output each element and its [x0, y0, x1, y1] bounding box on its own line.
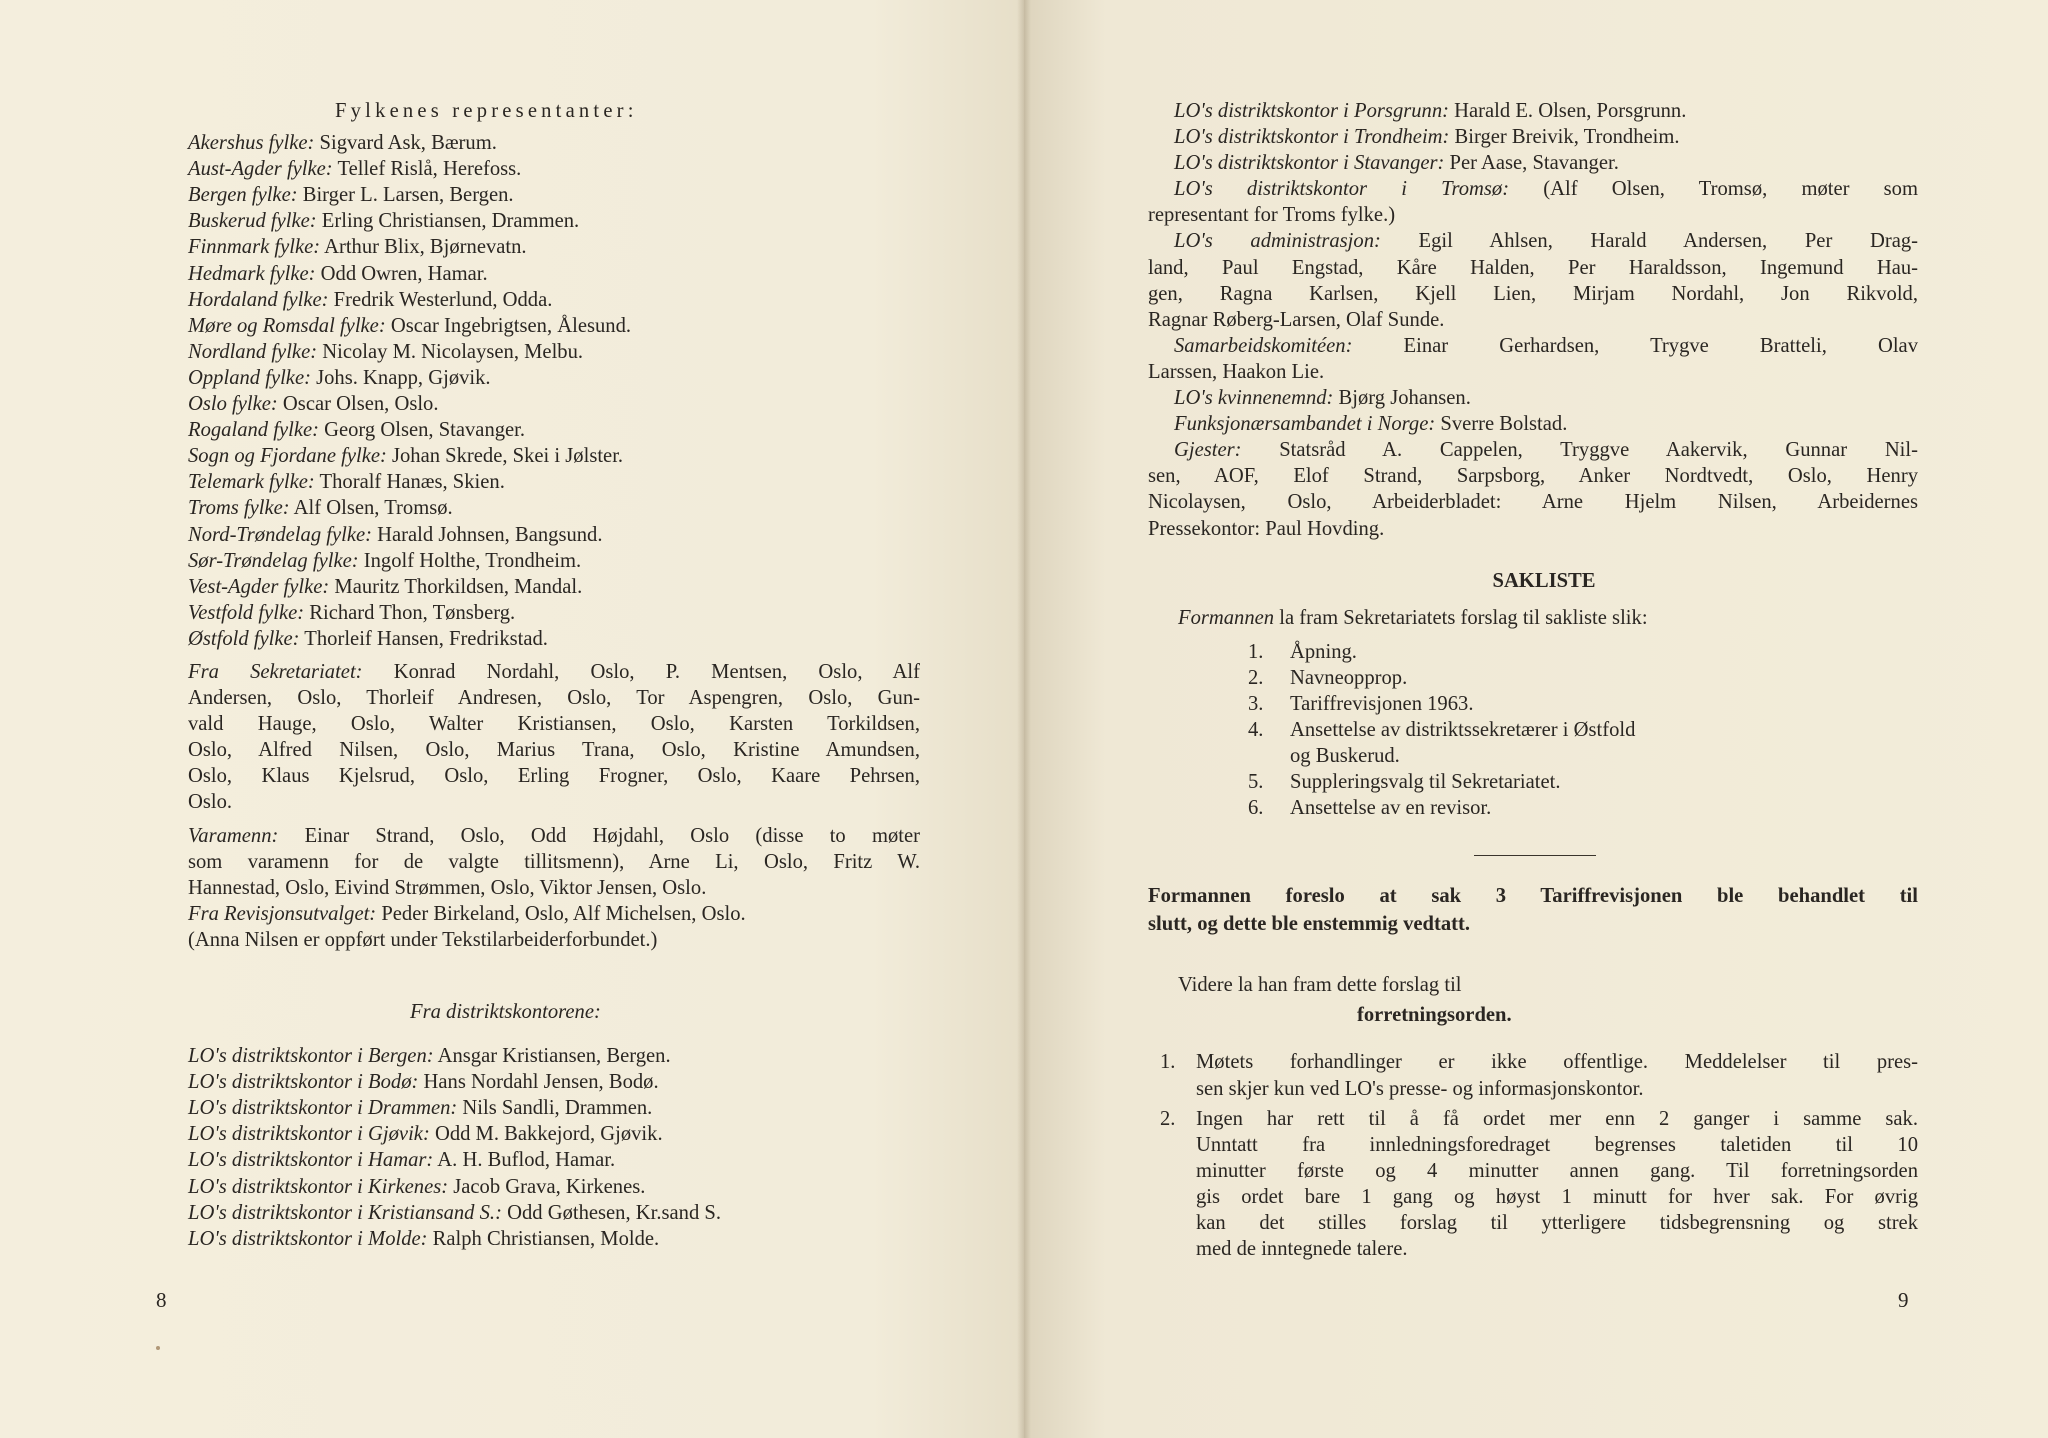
entry-label: Telemark fylke:	[188, 471, 315, 494]
para-label: LO's administrasjon:	[1174, 230, 1381, 253]
entry-line	[188, 287, 920, 313]
agenda-item	[1148, 769, 1918, 795]
entry-names: Johan Skrede, Skei i Jølster.	[386, 445, 624, 468]
entry-label: Vestfold fylke:	[188, 601, 305, 624]
kvinnenemnd-label: LO's kvinnenemnd:	[1174, 387, 1334, 410]
rule-number: 2.	[1160, 1107, 1176, 1130]
rule-line: minutter første og 4 minutter annen gang. Til forretningsorden	[1196, 1159, 1918, 1182]
agenda-text: Tariffrevisjonen 1963.	[1290, 692, 1474, 715]
entry-names: Thorleif Hansen, Fredrikstad.	[299, 627, 548, 650]
entry-names: Thoralf Hanæs, Skien.	[314, 471, 505, 494]
entry-names: Birger L. Larsen, Bergen.	[297, 184, 514, 207]
county-representatives-heading: Fylkenes representanter:	[335, 100, 638, 122]
para-line	[1148, 516, 1918, 542]
kvinnenemnd-names: Bjørg Johansen.	[1338, 387, 1471, 410]
para-label: Fra Sekretariatet:	[188, 660, 363, 683]
para-text: Egil Ahlsen, Harald Andersen, Per Drag-	[1380, 230, 1918, 253]
rule-line: sen skjer kun ved LO's presse- og informasjonskontor.	[1196, 1077, 1644, 1100]
decision-line: Formannen foreslo at sak 3 Tariffrevisjonen ble behandlet til	[1148, 885, 1918, 908]
entry-line	[1174, 98, 1918, 124]
entry-label: Hedmark fylke:	[188, 262, 316, 285]
entry-label: Hordaland fylke:	[188, 288, 329, 311]
rule-spacer	[1148, 1262, 1918, 1266]
entry-names: Johs. Knapp, Gjøvik.	[310, 366, 491, 389]
entry-names: Oscar Olsen, Oslo.	[277, 393, 439, 416]
entry-names: Richard Thon, Tønsberg.	[304, 601, 516, 624]
para-text: land, Paul Engstad, Kåre Halden, Per Haraldsson, Ingemund Hau-	[1148, 256, 1918, 279]
agenda-list	[1148, 639, 1918, 822]
sakliste-title: SAKLISTE	[1492, 569, 1596, 592]
entry-label: LO's distriktskontor i Hamar:	[188, 1149, 434, 1172]
para-line	[188, 763, 920, 789]
entry-line	[188, 574, 920, 600]
para-line	[188, 711, 920, 737]
rule-line: Unntatt fra innledningsforedraget begrenses taletiden til 10	[1196, 1133, 1918, 1156]
entry-names: Odd Owren, Hamar.	[315, 262, 488, 285]
entry-names: Alf Olsen, Tromsø.	[289, 497, 453, 520]
entry-line	[188, 600, 920, 626]
funksjonaer-names: Sverre Bolstad.	[1440, 413, 1568, 436]
district-office-list-left	[188, 1043, 920, 1252]
entry-label: Nordland fylke:	[188, 340, 318, 363]
para-line	[188, 789, 920, 815]
samarbeid-paragraph	[1148, 333, 1918, 385]
entry-line	[188, 443, 920, 469]
entry-line	[188, 156, 920, 182]
agenda-text: Åpning.	[1290, 640, 1357, 663]
rule-line: kan det stilles forslag til ytterligere tidsbegrensning og strek	[1196, 1212, 1918, 1234]
entry-names: Tellef Rislå, Herefoss.	[332, 158, 522, 181]
para-line	[1148, 463, 1918, 489]
para-text: Andersen, Oslo, Thorleif Andresen, Oslo, Tor Aspengren, Oslo, Gun-	[188, 687, 920, 710]
entry-line	[1174, 124, 1918, 150]
entry-names: Ingolf Holthe, Trondheim.	[358, 549, 582, 572]
entry-line	[188, 469, 920, 495]
entry-label: LO's distriktskontor i Bodø:	[188, 1071, 419, 1094]
entry-label: LO's distriktskontor i Kirkenes:	[188, 1175, 449, 1198]
para-text: Pressekontor: Paul Hovding.	[1148, 517, 1385, 540]
agenda-text: Ansettelse av distriktssekretærer i Østfold	[1290, 718, 1636, 741]
forretningsorden-title: forretningsorden.	[1357, 1004, 1512, 1027]
page-number-right: 9	[1898, 1288, 1909, 1312]
para-line	[188, 849, 920, 875]
funksjonaer-line	[1148, 411, 1918, 437]
entry-label: Vest-Agder fylke:	[188, 575, 330, 598]
entry-label: LO's distriktskontor i Porsgrunn:	[1174, 100, 1450, 122]
entry-label: LO's distriktskontor i Molde:	[188, 1227, 428, 1250]
entry-label: Finnmark fylke:	[188, 236, 321, 259]
entry-line	[188, 130, 920, 156]
entry-line	[188, 1069, 920, 1095]
para-text: vald Hauge, Oslo, Walter Kristiansen, Oslo, Karsten Torkildsen,	[188, 713, 920, 736]
para-line	[188, 659, 920, 685]
para-line	[1148, 333, 1918, 359]
entry-names: Odd Gøthesen, Kr.sand S.	[501, 1201, 722, 1224]
book-gutter	[1017, 0, 1031, 1438]
entry-names: Per Aase, Stavanger.	[1444, 152, 1619, 175]
entry-label: LO's distriktskontor i Stavanger:	[1174, 152, 1445, 175]
para-text: som varamenn for de valgte tillitsmenn), Arne Li, Oslo, Fritz W.	[188, 850, 920, 873]
para-text: Nicolaysen, Oslo, Arbeiderbladet: Arne Hjelm Nilsen, Arbeidernes	[1148, 491, 1918, 514]
para-label: Varamenn:	[188, 824, 279, 847]
para-line	[1148, 307, 1918, 333]
para-label: Gjester:	[1174, 439, 1242, 462]
entry-label: Østfold fylke:	[188, 627, 300, 650]
entry-label: Akershus fylke:	[188, 132, 315, 155]
sakliste-intro	[1148, 605, 1918, 631]
decision-paragraph	[1148, 882, 1918, 938]
entry-names: Georg Olsen, Stavanger.	[318, 419, 526, 442]
para-line	[1148, 489, 1918, 515]
entry-line	[188, 548, 920, 574]
sekretariatet-paragraph	[188, 659, 920, 816]
para-text: Statsråd A. Cappelen, Tryggve Aakervik, Gunnar Nil-	[1241, 439, 1918, 462]
para-line	[1148, 281, 1918, 307]
entry-line	[188, 1043, 920, 1069]
para-text: Hannestad, Oslo, Eivind Strømmen, Oslo, Viktor Jensen, Oslo.	[188, 876, 707, 899]
entry-line	[188, 182, 920, 208]
entry-label: Sogn og Fjordane fylke:	[188, 445, 387, 468]
entry-names: Nils Sandli, Drammen.	[457, 1097, 653, 1120]
entry-label: Aust-Agder fylke:	[188, 158, 333, 181]
para-text: (Alf Olsen, Tromsø, møter som	[1509, 178, 1918, 201]
sakliste-intro-text: la fram Sekretariatets forslag til sakliste slik:	[1274, 606, 1648, 629]
agenda-text: og Buskerud.	[1290, 745, 1400, 768]
entry-names: Sigvard Ask, Bærum.	[314, 132, 497, 155]
entry-label: Sør-Trøndelag fylke:	[188, 549, 359, 572]
district-offices-heading: Fra distriktskontorene:	[410, 1001, 601, 1023]
agenda-number: 2.	[1248, 666, 1264, 689]
rule-line: Møtets forhandlinger er ikke offentlige. Meddelelser til pres-	[1196, 1051, 1918, 1074]
entry-line	[188, 1226, 920, 1252]
para-line	[188, 823, 920, 849]
varamenn-paragraph	[188, 823, 920, 901]
decision-line: slutt, og dette ble enstemmig vedtatt.	[1148, 913, 1470, 936]
entry-line	[188, 495, 920, 521]
para-text: Peder Birkeland, Oslo, Alf Michelsen, Oslo.	[376, 902, 746, 925]
para-line	[188, 875, 920, 901]
entry-names: Harald E. Olsen, Porsgrunn.	[1449, 100, 1687, 122]
entry-line	[188, 391, 920, 417]
para-line	[188, 927, 920, 953]
entry-names: Odd M. Bakkejord, Gjøvik.	[429, 1123, 663, 1146]
entry-label: Bergen fylke:	[188, 184, 298, 207]
entry-names: Harald Johnsen, Bangsund.	[372, 523, 603, 546]
rule-item	[1148, 1106, 1918, 1263]
entry-names: Ansgar Kristiansen, Bergen.	[433, 1045, 671, 1068]
entry-names: Nicolay M. Nicolaysen, Melbu.	[317, 340, 584, 363]
entry-label: LO's distriktskontor i Trondheim:	[1174, 126, 1450, 149]
entry-line	[188, 1147, 920, 1173]
entry-line	[188, 626, 920, 652]
county-list	[188, 130, 920, 652]
paper-speck	[156, 1346, 160, 1350]
entry-names: Fredrik Westerlund, Odda.	[328, 288, 553, 311]
entry-line	[1174, 150, 1918, 176]
sakliste-intro-label: Formannen	[1178, 606, 1275, 629]
agenda-text: Suppleringsvalg til Sekretariatet.	[1290, 771, 1561, 794]
para-text: Einar Strand, Oslo, Odd Højdahl, Oslo (disse to møter	[278, 824, 920, 847]
rules-list	[1148, 1049, 1918, 1266]
para-text: gen, Ragna Karlsen, Kjell Lien, Mirjam Nordahl, Jon Rikvold,	[1148, 282, 1918, 305]
para-line	[1148, 359, 1918, 385]
entry-label: Møre og Romsdal fylke:	[188, 314, 386, 337]
kvinnenemnd-line	[1148, 385, 1918, 411]
para-text: Einar Gerhardsen, Trygve Bratteli, Olav	[1352, 334, 1918, 357]
right-page	[1024, 0, 2048, 1438]
agenda-number: 1.	[1248, 640, 1264, 663]
para-label: Fra Revisjonsutvalget:	[188, 902, 377, 925]
entry-names: Erling Christiansen, Drammen.	[316, 210, 580, 233]
agenda-number: 4.	[1248, 718, 1264, 741]
entry-names: Birger Breivik, Trondheim.	[1449, 126, 1680, 149]
entry-line	[188, 261, 920, 287]
para-text: Konrad Nordahl, Oslo, P. Mentsen, Oslo, Alf	[362, 660, 920, 683]
entry-line	[188, 234, 920, 260]
entry-names: Arthur Blix, Bjørnevatn.	[320, 236, 527, 259]
agenda-number: 6.	[1248, 797, 1264, 820]
para-text: representant for Troms fylke.)	[1148, 204, 1396, 227]
entry-line	[188, 522, 920, 548]
para-line	[188, 685, 920, 711]
para-line	[1148, 176, 1918, 202]
funksjonaer-label: Funksjonærsambandet i Norge:	[1174, 413, 1436, 436]
entry-label: Oppland fylke:	[188, 366, 311, 389]
entry-label: LO's distriktskontor i Kristiansand S.:	[188, 1201, 502, 1224]
district-office-list-right	[1148, 98, 1918, 176]
para-line	[1148, 255, 1918, 281]
entry-line	[188, 417, 920, 443]
entry-line	[188, 208, 920, 234]
para-line	[1148, 437, 1918, 463]
entry-label: Buskerud fylke:	[188, 210, 317, 233]
page-number-left: 8	[156, 1288, 167, 1312]
para-line	[1148, 202, 1918, 228]
para-label: Samarbeidskomitéen:	[1174, 334, 1353, 357]
agenda-item	[1148, 743, 1918, 769]
entry-line	[188, 1200, 920, 1226]
rule-text	[1196, 1106, 1918, 1263]
para-text: sen, AOF, Elof Strand, Sarpsborg, Anker Nordtvedt, Oslo, Henry	[1148, 465, 1918, 488]
para-line	[188, 737, 920, 763]
entry-names: Hans Nordahl Jensen, Bodø.	[418, 1071, 659, 1094]
rule-line: med de inntegnede talere.	[1196, 1238, 1408, 1261]
para-text: Oslo, Klaus Kjelsrud, Oslo, Erling Frogner, Oslo, Kaare Pehrsen,	[188, 765, 920, 788]
administrasjon-paragraph	[1148, 228, 1918, 332]
agenda-number: 5.	[1248, 771, 1264, 794]
agenda-item	[1148, 795, 1918, 821]
entry-line	[188, 1095, 920, 1121]
agenda-item	[1148, 639, 1918, 665]
para-text: Oslo.	[188, 791, 233, 814]
rule-text	[1196, 1049, 1918, 1101]
agenda-text: Navneopprop.	[1290, 666, 1408, 689]
gjester-paragraph	[1148, 437, 1918, 541]
entry-line	[188, 1174, 920, 1200]
agenda-number: 3.	[1248, 692, 1264, 715]
rule-line: gis ordet bare 1 gang og høyst 1 minutt for hver sak. For øvrig	[1196, 1185, 1918, 1208]
entry-names: A. H. Buflod, Hamar.	[433, 1149, 616, 1172]
para-line	[1148, 228, 1918, 254]
revisjon-paragraph	[188, 901, 920, 953]
entry-label: Nord-Trøndelag fylke:	[188, 523, 372, 546]
entry-names: Mauritz Thorkildsen, Mandal.	[329, 575, 583, 598]
entry-label: LO's distriktskontor i Drammen:	[188, 1097, 458, 1120]
agenda-item	[1148, 665, 1918, 691]
section-divider	[1474, 855, 1596, 856]
para-line	[188, 901, 920, 927]
entry-line	[188, 313, 920, 339]
entry-names: Ralph Christiansen, Molde.	[427, 1227, 660, 1250]
tromso-paragraph	[1148, 176, 1918, 228]
rule-item	[1148, 1049, 1918, 1101]
entry-names: Jacob Grava, Kirkenes.	[448, 1175, 646, 1198]
para-label: LO's distriktskontor i Tromsø:	[1174, 178, 1510, 201]
entry-names: Oscar Ingebrigtsen, Ålesund.	[385, 314, 632, 337]
agenda-text: Ansettelse av en revisor.	[1290, 797, 1492, 820]
para-text: Oslo, Alfred Nilsen, Oslo, Marius Trana, Oslo, Kristine Amundsen,	[188, 739, 920, 762]
entry-line	[188, 339, 920, 365]
videre-line: Videre la han fram dette forslag til	[1178, 974, 1462, 997]
rule-line: Ingen har rett til å få ordet mer enn 2 ganger i samme sak.	[1196, 1107, 1918, 1130]
entry-label: Oslo fylke:	[188, 393, 278, 416]
entry-line	[188, 1121, 920, 1147]
para-text: Larssen, Haakon Lie.	[1148, 360, 1325, 383]
entry-label: Troms fylke:	[188, 497, 290, 520]
agenda-item	[1148, 717, 1918, 743]
entry-label: LO's distriktskontor i Bergen:	[188, 1045, 434, 1068]
entry-label: Rogaland fylke:	[188, 419, 319, 442]
para-text: (Anna Nilsen er oppført under Tekstilarbeiderforbundet.)	[188, 928, 658, 951]
entry-line	[188, 365, 920, 391]
agenda-item	[1148, 691, 1918, 717]
para-text: Ragnar Røberg-Larsen, Olaf Sunde.	[1148, 308, 1445, 331]
entry-label: LO's distriktskontor i Gjøvik:	[188, 1123, 430, 1146]
rule-number: 1.	[1160, 1051, 1176, 1074]
